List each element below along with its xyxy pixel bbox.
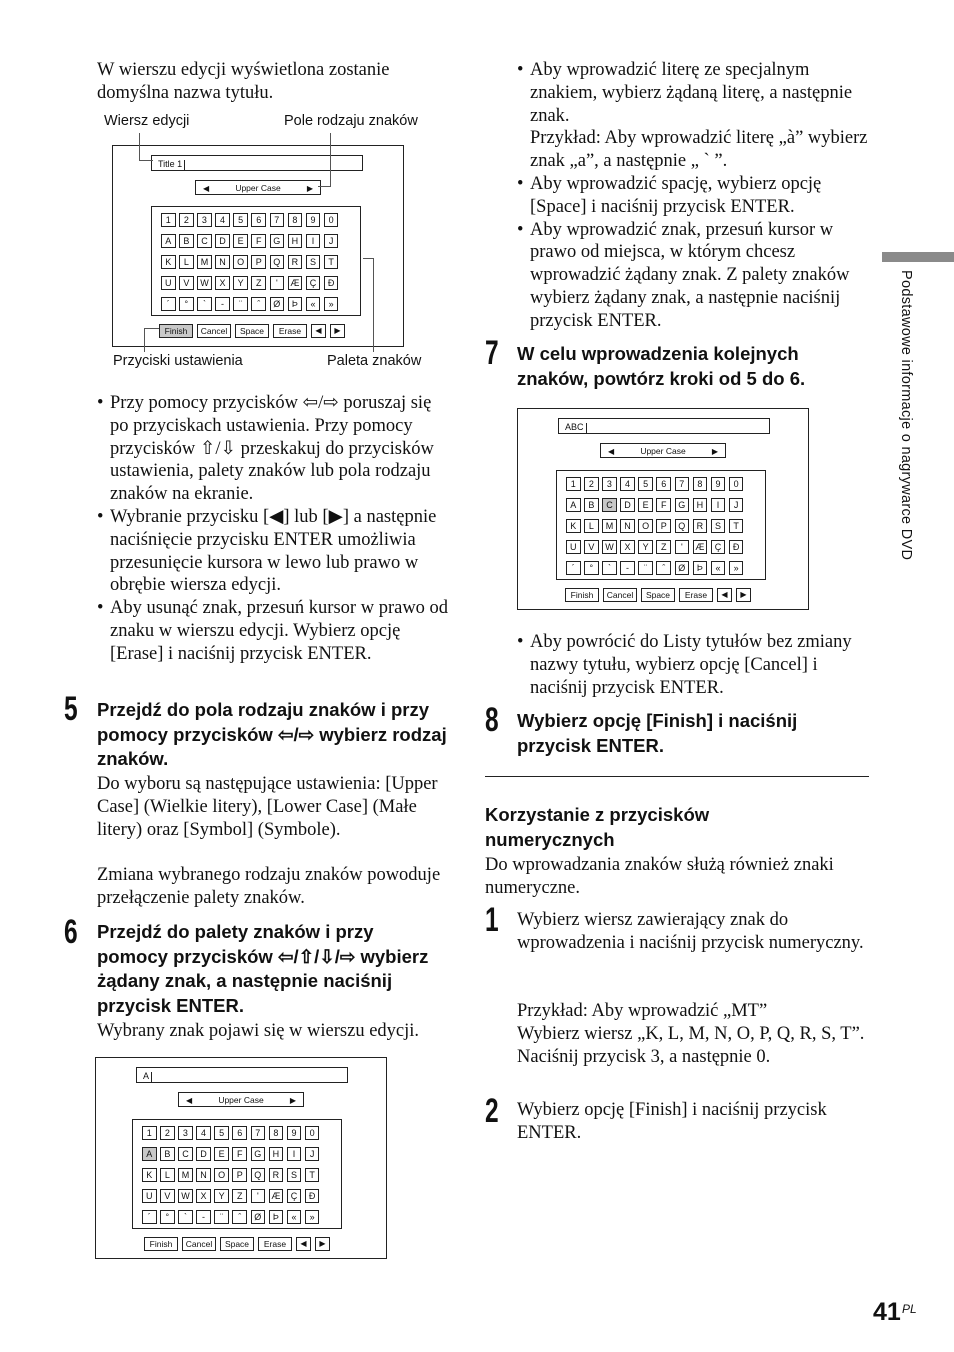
- step-5-heading: Przejdź do pola rodzaju znaków i przy pomocy przycisków ⇦/⇨ wybierz rodzaj znaków.: [97, 699, 447, 769]
- palette-key[interactable]: 5: [214, 1126, 229, 1140]
- palette-key[interactable]: U: [161, 276, 176, 290]
- section-divider: [485, 776, 869, 777]
- erase-button[interactable]: Erase: [273, 324, 307, 338]
- char-type-selector[interactable]: ◀ Upper Case ▶: [178, 1092, 304, 1107]
- palette-key[interactable]: `: [178, 1210, 193, 1224]
- palette-key[interactable]: `: [602, 561, 617, 575]
- palette-key[interactable]: Þ: [288, 297, 303, 311]
- palette-key[interactable]: ¨: [638, 561, 653, 575]
- palette-key[interactable]: 6: [232, 1126, 247, 1140]
- cursor-right-button[interactable]: ▶: [330, 324, 345, 338]
- palette-key[interactable]: O: [233, 255, 248, 269]
- palette-key[interactable]: A: [566, 498, 581, 512]
- list-item: • Wybranie przycisku [◀] lub [▶] a następnie naciśnięcie przycisku ENTER umożliwia przesunięcie kursora w lewo lub prawo w obrębie wiersza edycji.: [97, 506, 449, 597]
- palette-key[interactable]: ´: [161, 297, 176, 311]
- cancel-button[interactable]: Cancel: [182, 1237, 216, 1251]
- palette-key[interactable]: B: [160, 1147, 175, 1161]
- cursor-left-button[interactable]: ◀: [296, 1237, 311, 1251]
- palette-key[interactable]: B: [584, 498, 599, 512]
- palette-key[interactable]: M: [197, 255, 212, 269]
- palette-key[interactable]: O: [214, 1168, 229, 1182]
- palette-key[interactable]: W: [178, 1189, 193, 1203]
- step-6-heading: Przejdź do palety znaków i przy pomocy przycisków ⇦/⇧/⇩/⇨ wybierz żądany znak, a następnie naciśnij przycisk ENTER.: [97, 921, 429, 1016]
- palette-key[interactable]: I: [306, 234, 321, 248]
- palette-key[interactable]: E: [638, 498, 653, 512]
- label-edit-row: Wiersz edycji: [104, 113, 190, 129]
- palette-key[interactable]: V: [179, 276, 194, 290]
- palette-key[interactable]: T: [324, 255, 339, 269]
- palette-key[interactable]: 2: [584, 477, 599, 491]
- numeric-step-1-text: Wybierz wiersz zawierający znak do wprowadzenia i naciśnij przycisk numeryczny.: [517, 910, 864, 953]
- palette-key[interactable]: 7: [675, 477, 690, 491]
- palette-key[interactable]: Z: [251, 276, 266, 290]
- palette-key[interactable]: Ç: [306, 276, 321, 290]
- palette-key[interactable]: J: [729, 498, 744, 512]
- char-palette: [132, 1119, 342, 1229]
- palette-key[interactable]: E: [214, 1147, 229, 1161]
- palette-key[interactable]: 0: [324, 213, 339, 227]
- palette-key[interactable]: ¨: [214, 1210, 229, 1224]
- palette-row: [161, 213, 338, 227]
- palette-row: [566, 540, 743, 554]
- palette-key[interactable]: F: [656, 498, 671, 512]
- title-edit-screen-3: [95, 1057, 387, 1259]
- step-8-heading: Wybierz opcję [Finish] i naciśnij przycisk ENTER.: [517, 710, 798, 756]
- palette-key[interactable]: Þ: [269, 1210, 284, 1224]
- palette-key[interactable]: Ø: [251, 1210, 266, 1224]
- palette-key[interactable]: Ç: [711, 540, 726, 554]
- palette-key[interactable]: S: [306, 255, 321, 269]
- palette-key[interactable]: 3: [178, 1126, 193, 1140]
- palette-key[interactable]: L: [179, 255, 194, 269]
- palette-key[interactable]: °: [179, 297, 194, 311]
- palette-key[interactable]: 5: [638, 477, 653, 491]
- palette-row: [142, 1168, 319, 1182]
- step-5-number: 5: [64, 690, 78, 728]
- palette-key[interactable]: Ø: [270, 297, 285, 311]
- palette-key[interactable]: °: [160, 1210, 175, 1224]
- numeric-section-heading: Korzystanie z przycisków numerycznych: [485, 804, 710, 850]
- palette-row: [161, 234, 338, 248]
- arrow-right-icon: ▶: [306, 184, 313, 193]
- palette-key[interactable]: R: [269, 1168, 284, 1182]
- palette-row: [161, 276, 338, 290]
- palette-key[interactable]: P: [251, 255, 266, 269]
- char-palette: [151, 206, 361, 316]
- palette-key[interactable]: 3: [602, 477, 617, 491]
- palette-key[interactable]: C: [178, 1147, 193, 1161]
- palette-key[interactable]: Y: [638, 540, 653, 554]
- list-item: • Aby wprowadzić spację, wybierz opcję [Space] i naciśnij przycisk ENTER.: [517, 173, 869, 219]
- palette-key[interactable]: L: [160, 1168, 175, 1182]
- palette-key[interactable]: 0: [305, 1126, 320, 1140]
- palette-key[interactable]: `: [197, 297, 212, 311]
- step-7-number: 7: [485, 334, 499, 372]
- palette-key[interactable]: K: [142, 1168, 157, 1182]
- cursor-left-button[interactable]: ◀: [311, 324, 326, 338]
- palette-key[interactable]: Æ: [269, 1189, 284, 1203]
- palette-key[interactable]: 0: [729, 477, 744, 491]
- palette-key[interactable]: °: [584, 561, 599, 575]
- palette-key[interactable]: D: [196, 1147, 211, 1161]
- finish-button[interactable]: Finish: [144, 1237, 178, 1251]
- palette-key[interactable]: «: [711, 561, 726, 575]
- palette-key[interactable]: N: [196, 1168, 211, 1182]
- palette-key[interactable]: T: [305, 1168, 320, 1182]
- palette-key[interactable]: ´: [142, 1210, 157, 1224]
- edit-row-field[interactable]: A: [136, 1067, 348, 1083]
- palette-key[interactable]: H: [288, 234, 303, 248]
- char-type-selector[interactable]: ◀ Upper Case ▶: [195, 180, 321, 195]
- page-number: 41: [873, 1298, 901, 1326]
- list-item: • Aby powrócić do Listy tytułów bez zmiany nazwy tytułu, wybierz opcję [Cancel] i naciśnij przycisk ENTER.: [517, 631, 869, 699]
- palette-key[interactable]: K: [566, 519, 581, 533]
- palette-key[interactable]: N: [620, 519, 635, 533]
- palette-key[interactable]: 4: [215, 213, 230, 227]
- palette-key[interactable]: 7: [270, 213, 285, 227]
- palette-key[interactable]: ´: [566, 561, 581, 575]
- palette-key[interactable]: M: [602, 519, 617, 533]
- palette-key[interactable]: Æ: [693, 540, 708, 554]
- palette-key[interactable]: U: [142, 1189, 157, 1203]
- side-tab-label: Podstawowe informacje o nagrywarce DVD: [898, 270, 914, 561]
- cursor-left-button[interactable]: ◀: [717, 588, 732, 602]
- palette-key[interactable]: Ø: [675, 561, 690, 575]
- palette-key[interactable]: Đ: [324, 276, 339, 290]
- erase-button[interactable]: Erase: [679, 588, 713, 602]
- palette-key[interactable]: J: [324, 234, 339, 248]
- numeric-intro: Do wprowadzania znaków służą również znaki numeryczne.: [485, 855, 834, 898]
- cancel-button[interactable]: Cancel: [197, 324, 231, 338]
- palette-key[interactable]: X: [196, 1189, 211, 1203]
- palette-key[interactable]: Đ: [305, 1189, 320, 1203]
- palette-row: [566, 561, 743, 575]
- palette-key[interactable]: D: [620, 498, 635, 512]
- palette-key[interactable]: T: [729, 519, 744, 533]
- palette-key[interactable]: H: [693, 498, 708, 512]
- palette-key[interactable]: 2: [160, 1126, 175, 1140]
- palette-key[interactable]: 1: [566, 477, 581, 491]
- step-6-number: 6: [64, 913, 78, 951]
- palette-key[interactable]: Đ: [729, 540, 744, 554]
- palette-row: [142, 1126, 319, 1140]
- palette-key[interactable]: -: [620, 561, 635, 575]
- palette-row: [566, 519, 743, 533]
- palette-key[interactable]: H: [269, 1147, 284, 1161]
- finish-button[interactable]: Finish: [565, 588, 599, 602]
- palette-key[interactable]: Q: [270, 255, 285, 269]
- arrow-right-icon: ▶: [711, 447, 718, 456]
- palette-key[interactable]: W: [602, 540, 617, 554]
- cursor-right-button[interactable]: ▶: [315, 1237, 330, 1251]
- palette-key[interactable]: Ç: [287, 1189, 302, 1203]
- edit-row-field[interactable]: Title 1: [151, 155, 363, 171]
- palette-key[interactable]: 5: [233, 213, 248, 227]
- numeric-step-2-text: Wybierz opcję [Finish] i naciśnij przycisk ENTER.: [517, 1100, 827, 1143]
- palette-key[interactable]: J: [305, 1147, 320, 1161]
- palette-key[interactable]: X: [215, 276, 230, 290]
- palette-key[interactable]: I: [711, 498, 726, 512]
- palette-key[interactable]: G: [270, 234, 285, 248]
- step-7-heading: W celu wprowadzenia kolejnych znaków, powtórz kroki od 5 do 6.: [517, 343, 806, 389]
- step-6-body: Wybrany znak pojawi się w wierszu edycji.: [97, 1021, 420, 1041]
- palette-key[interactable]: N: [215, 255, 230, 269]
- palette-key[interactable]: ˆ: [656, 561, 671, 575]
- palette-key[interactable]: K: [161, 255, 176, 269]
- palette-key[interactable]: G: [675, 498, 690, 512]
- palette-key[interactable]: «: [306, 297, 321, 311]
- palette-key[interactable]: ': [675, 540, 690, 554]
- palette-key[interactable]: Y: [233, 276, 248, 290]
- palette-key[interactable]: 8: [693, 477, 708, 491]
- palette-key[interactable]: A: [142, 1147, 157, 1161]
- palette-key[interactable]: 4: [620, 477, 635, 491]
- cancel-bullet-list: [517, 631, 869, 699]
- palette-key[interactable]: 9: [306, 213, 321, 227]
- step-5-body-2: Zmiana wybranego rodzaju znaków powoduje przełączenie palety znaków.: [97, 865, 441, 908]
- list-item: • Aby usunąć znak, przesuń kursor w prawo od znaku w wierszu edycji. Wybierz opcję [Erase] i naciśnij przycisk ENTER.: [97, 597, 449, 665]
- palette-key[interactable]: 6: [656, 477, 671, 491]
- palette-key[interactable]: 2: [179, 213, 194, 227]
- palette-key[interactable]: P: [656, 519, 671, 533]
- palette-key[interactable]: 8: [269, 1126, 284, 1140]
- palette-key[interactable]: Q: [675, 519, 690, 533]
- palette-key[interactable]: L: [584, 519, 599, 533]
- palette-key[interactable]: 4: [196, 1126, 211, 1140]
- palette-key[interactable]: 6: [251, 213, 266, 227]
- numeric-step-1-example: Przykład: Aby wprowadzić „MT” Wybierz wiersz „K, L, M, N, O, P, Q, R, S, T”. Naciśnij przycisk 3, a następnie 0.: [517, 1001, 865, 1067]
- char-type-selector[interactable]: ◀ Upper Case ▶: [600, 443, 726, 458]
- palette-key[interactable]: Æ: [288, 276, 303, 290]
- space-button[interactable]: Space: [220, 1237, 254, 1251]
- palette-key[interactable]: »: [305, 1210, 320, 1224]
- side-tab-marker: [882, 252, 954, 262]
- palette-key[interactable]: B: [179, 234, 194, 248]
- arrow-right-icon: ▶: [289, 1096, 296, 1105]
- palette-row: [142, 1189, 319, 1203]
- erase-button[interactable]: Erase: [258, 1237, 292, 1251]
- palette-key[interactable]: -: [196, 1210, 211, 1224]
- palette-key[interactable]: 8: [288, 213, 303, 227]
- cursor-right-button[interactable]: ▶: [736, 588, 751, 602]
- palette-key[interactable]: 3: [197, 213, 212, 227]
- cancel-button[interactable]: Cancel: [603, 588, 637, 602]
- palette-key[interactable]: O: [638, 519, 653, 533]
- edit-row-field[interactable]: ABC: [558, 418, 770, 434]
- palette-key[interactable]: P: [232, 1168, 247, 1182]
- palette-key[interactable]: V: [160, 1189, 175, 1203]
- palette-key[interactable]: I: [287, 1147, 302, 1161]
- palette-key[interactable]: -: [215, 297, 230, 311]
- arrow-left-icon: ◀: [186, 1096, 193, 1105]
- finish-button[interactable]: Finish: [159, 324, 193, 338]
- label-char-palette: Paleta znaków: [327, 353, 422, 369]
- palette-key[interactable]: ': [251, 1189, 266, 1203]
- title-edit-screen-2: [517, 408, 809, 610]
- palette-row: [566, 498, 743, 512]
- step-8-number: 8: [485, 701, 499, 739]
- list-item: • Przy pomocy przycisków ⇦/⇨ poruszaj się po przyciskach ustawienia. Przy pomocy przycisków ⇧/⇩ przeskakuj do przycisków ustawienia, palety znaków lub pola rodzaju znaków na ekranie.: [97, 392, 449, 506]
- palette-key[interactable]: S: [711, 519, 726, 533]
- palette-key[interactable]: D: [215, 234, 230, 248]
- palette-key[interactable]: Þ: [693, 561, 708, 575]
- palette-key[interactable]: F: [232, 1147, 247, 1161]
- palette-row: [142, 1147, 319, 1161]
- arrow-left-icon: ◀: [608, 447, 615, 456]
- palette-key[interactable]: 9: [711, 477, 726, 491]
- palette-key[interactable]: C: [602, 498, 617, 512]
- arrow-left-icon: ◀: [203, 184, 210, 193]
- palette-key[interactable]: R: [288, 255, 303, 269]
- palette-key[interactable]: X: [620, 540, 635, 554]
- palette-key[interactable]: ˆ: [232, 1210, 247, 1224]
- right-bullet-list: [517, 59, 869, 333]
- setting-buttons: [144, 1237, 330, 1251]
- palette-key[interactable]: »: [729, 561, 744, 575]
- palette-key[interactable]: S: [287, 1168, 302, 1182]
- setting-buttons: [565, 588, 751, 602]
- left-bullet-list: [97, 392, 449, 666]
- palette-key[interactable]: »: [324, 297, 339, 311]
- palette-key[interactable]: Z: [232, 1189, 247, 1203]
- palette-row: [142, 1210, 319, 1224]
- palette-key[interactable]: V: [584, 540, 599, 554]
- palette-key[interactable]: ˆ: [251, 297, 266, 311]
- page-language-suffix: PL: [902, 1302, 917, 1316]
- palette-key[interactable]: G: [251, 1147, 266, 1161]
- palette-key[interactable]: U: [566, 540, 581, 554]
- palette-key[interactable]: ¨: [233, 297, 248, 311]
- list-item: • Aby wprowadzić literę ze specjalnym znakiem, wybierz żądaną literę, a następnie znak. Przykład: Aby wprowadzić literę „à” wybierz znak „a”, a następnie „ ` ”.: [517, 59, 869, 173]
- label-setting-buttons: Przyciski ustawienia: [113, 353, 243, 369]
- numeric-step-1-number: 1: [485, 901, 499, 939]
- palette-key[interactable]: 9: [287, 1126, 302, 1140]
- palette-key[interactable]: Z: [656, 540, 671, 554]
- intro-text: W wierszu edycji wyświetlona zostanie domyślna nazwa tytułu.: [97, 60, 390, 103]
- palette-key[interactable]: A: [161, 234, 176, 248]
- palette-key[interactable]: E: [233, 234, 248, 248]
- step-5-body-1: Do wyboru są następujące ustawienia: [Upper Case] (Wielkie litery), [Lower Case] (Małe litery) oraz [Symbol] (Symbole).: [97, 774, 438, 840]
- palette-row: [161, 255, 338, 269]
- palette-key[interactable]: ': [270, 276, 285, 290]
- palette-key[interactable]: «: [287, 1210, 302, 1224]
- char-palette: [556, 470, 766, 580]
- palette-key[interactable]: W: [197, 276, 212, 290]
- numeric-step-2-number: 2: [485, 1092, 499, 1130]
- palette-key[interactable]: Q: [251, 1168, 266, 1182]
- palette-key[interactable]: 7: [251, 1126, 266, 1140]
- palette-row: [566, 477, 743, 491]
- palette-key[interactable]: F: [251, 234, 266, 248]
- palette-key[interactable]: R: [693, 519, 708, 533]
- palette-key[interactable]: C: [197, 234, 212, 248]
- palette-row: [161, 297, 338, 311]
- title-edit-screen-1: [112, 145, 404, 347]
- palette-key[interactable]: 1: [161, 213, 176, 227]
- palette-key[interactable]: Y: [214, 1189, 229, 1203]
- palette-key[interactable]: 1: [142, 1126, 157, 1140]
- space-button[interactable]: Space: [641, 588, 675, 602]
- setting-buttons: [159, 324, 345, 338]
- palette-key[interactable]: M: [178, 1168, 193, 1182]
- label-char-type-field: Pole rodzaju znaków: [284, 113, 418, 129]
- list-item: • Aby wprowadzić znak, przesuń kursor w prawo od miejsca, w którym chcesz wprowadzić żądany znak. Z palety znaków wybierz żądany znak, a następnie naciśnij przycisk ENTER.: [517, 219, 869, 333]
- space-button[interactable]: Space: [235, 324, 269, 338]
